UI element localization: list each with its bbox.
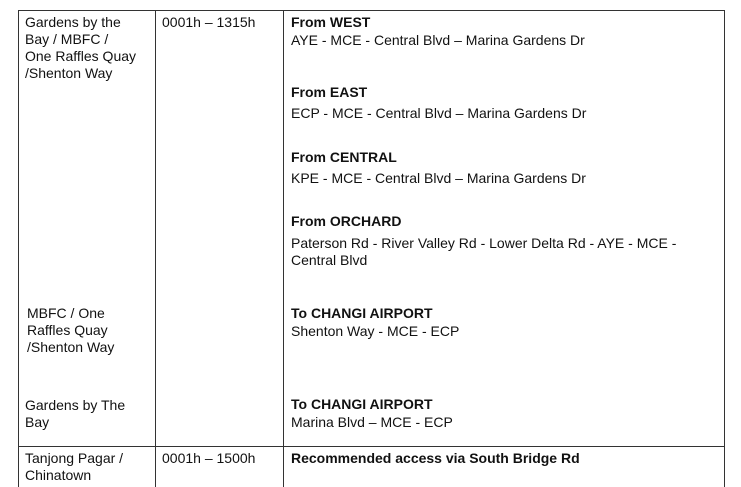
route-text: KPE - MCE - Central Blvd – Marina Gardens Dr [291,170,586,186]
route-text: ECP - MCE - Central Blvd – Marina Gardens Dr [291,105,587,121]
location-cell-text: Tanjong Pagar / Chinatown [25,450,124,483]
time-cell-text: 0001h – 1500h [162,450,256,466]
route-heading: To CHANGI AIRPORT [291,396,433,412]
location-cell-text: MBFC / One Raffles Quay /Shenton Way [27,305,115,355]
route-heading: To CHANGI AIRPORT [291,305,433,321]
route-heading: From ORCHARD [291,213,402,229]
road-access-table [18,10,725,487]
route-text: AYE - MCE - Central Blvd – Marina Gardens Dr [291,32,585,48]
access-note: Recommended access via South Bridge Rd [291,450,580,466]
column-divider [283,11,284,487]
row-divider [19,446,724,447]
location-cell-text: Gardens by The Bay [25,397,126,430]
time-cell-text: 0001h – 1315h [162,14,256,30]
location-cell-text: Gardens by the Bay / MBFC / One Raffles Quay /Shenton Way [25,14,137,81]
route-heading: From EAST [291,84,368,100]
route-text: Marina Blvd – MCE - ECP [291,414,453,430]
route-heading: From WEST [291,14,371,30]
route-text: Shenton Way - MCE - ECP [291,323,460,339]
column-divider [155,11,156,487]
route-text: Paterson Rd - River Valley Rd - Lower Delta Rd - AYE - MCE - Central Blvd [291,235,677,268]
route-heading: From CENTRAL [291,149,397,165]
